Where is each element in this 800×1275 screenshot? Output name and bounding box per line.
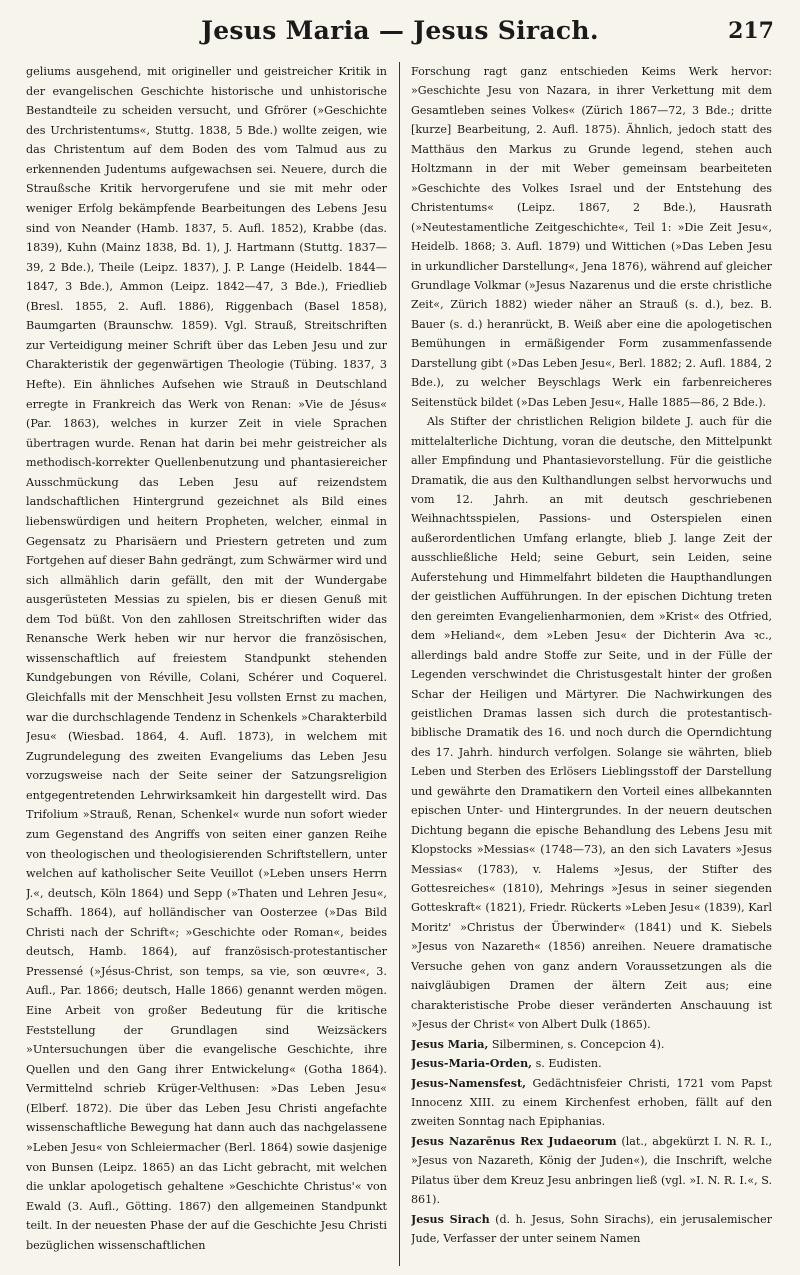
entry-text: (lat., abgekürzt I. N. R. I., »Jesus von Nazareth, König der Juden«), die Inschrift, welche Pilatus über dem Kreuz Jesu anbringen ließ (vgl. »I. N. R. I.«, S. 861). — [411, 1134, 772, 1207]
entry-jesus-namensfest — [411, 1074, 772, 1132]
right-paragraph-1: Forschung ragt ganz entschieden Keims Werk hervor: »Geschichte Jesu von Nazara, in ihrer Verkettung mit dem Gesamtleben seines Volkes« (Zürich 1867—72, 3 Bde.; dritte [kurze] Bearbeitung, 2. Aufl. 1875). Ähnlich, jedoch statt des Matthäus den Markus zu Grunde legend, stehen auch Holtzmann in der mit Weber gemeinsam bearbeiteten »Geschichte des Volkes Israel und der Entstehung des Christentums« (Leipz. 1867, 2 Bde.), Hausrath (»Neutestamentliche Zeitgeschichte«, Teil 1: »Die Zeit Jesu«, Heidelb. 1868; 3. Aufl. 1879) und Wittichen (»Das Leben Jesu in urkundlicher Darstellung«, Jena 1876), während auf gleicher Grundlage Volkmar (»Jesus Nazarenus und die erste christliche Zeit«, Zürich 1882) wieder näher an Strauß (s. d.), bez. B. Bauer (s. d.) heranrückt, B. Weiß aber eine die apologetischen Bemühungen in ermäßigender Form zusammenfassende Darstellung gibt (»Das Leben Jesu«, Berl. 1882; 2. Aufl. 1884, 2 Bde.), zu welcher Beyschlags Werk ein farbenreicheres Seitenstück bildet (»Das Leben Jesu«, Halle 1885—86, 2 Bde.). — [411, 65, 772, 409]
headword: Jesus Sirach — [411, 1212, 490, 1226]
right-column — [411, 62, 772, 1266]
column-rule — [399, 62, 400, 1266]
headword: Jesus-Namensfest, — [411, 1076, 526, 1090]
page-header — [26, 14, 774, 50]
entry-jesus-maria-orden — [411, 1054, 772, 1073]
entry-text: s. Eudisten. — [532, 1057, 602, 1071]
headword: Jesus Nazarēnus Rex Judaeorum — [411, 1134, 617, 1148]
left-column — [26, 62, 387, 1266]
headword: Jesus Maria, — [411, 1037, 489, 1051]
right-paragraph-2: Als Stifter der christlichen Religion bildete J. auch für die mittelalterliche Dichtung, voran die deutsche, den Mittelpunkt aller Empfindung und Phantasievorstellung. Für die geistliche Dramatik, die aus den Kulthandlungen selbst hervorwuchs und vom 12. Jahrh. an mit deutsch geschriebenen Weihnachtsspielen, Passions- und Osterspielen einen außerordentlichen Umfang erlangte, blieb J. lange Zeit der ausschließliche Held; seine Geburt, sein Leiden, seine Auferstehung und Himmelfahrt bildeten die Haupthandlungen der geistlichen Aufführungen. In der epischen Dichtung treten den gereimten Evangelienharmonien, dem »Krist« des Otfried, dem »Heliand«, dem »Leben Jesu« der Dichterin Ava ꝛc., allerdings bald andre Stoffe zur Seite, und in der Fülle der Legenden verschwindet die Christusgestalt hinter der großen Schar der Heiligen und Märtyrer. Die Nachwirkungen des geistlichen Dramas lassen sich durch die protestantisch-biblische Dramatik des 16. und noch durch die Operndichtung des 17. Jahrh. hindurch verfolgen. Solange sie währten, blieb Leben und Sterben des Erlösers Lieblingsstoff der Darstellung und gewährte den Dramatikern den Vorteil eines allbekannten epischen Unter- und Hintergrundes. In der neuern deutschen Dichtung begann die epische Behandlung des Lebens Jesu mit Klopstocks »Messias« (1748—73), an den sich Lavaters »Jesus Messias« (1783), v. Halems »Jesus, der Stifter des Gottesreiches« (1810), Mehrings »Jesus in seiner siegenden Gotteskraft« (1821), Friedr. Rückerts »Leben Jesu« (1839), Karl Moritz' »Christus der Überwinder« (1841) und K. Siebels »Jesus von Nazareth« (1856) anreihen. Neuere dramatische Versuche gehen von ganz andern Voraussetzungen als die naivgläubigen Dramen der ältern Zeit aus; eine charakteristische Probe dieser veränderten Anschauung ist »Jesus der Christ« von Albert Dulk (1865). — [411, 415, 772, 1032]
entry-text: (d. h. Jesus, Sohn Sirachs), ein jerusalemischer Jude, Verfasser der unter seinem Namen — [411, 1212, 772, 1246]
entry-text: Silberminen, s. Concepcion 4). — [488, 1037, 665, 1051]
entry-jesus-nazarenus — [411, 1132, 772, 1210]
entry-jesus-maria — [411, 1035, 772, 1054]
running-head: Jesus Maria — Jesus Sirach. — [201, 16, 599, 45]
headword: Jesus-Maria-Orden, — [411, 1057, 533, 1071]
text-columns — [26, 62, 772, 1266]
left-paragraph-1: geliums ausgehend, mit origineller und geistreicher Kritik in der evangelischen Geschichte historische und unhistorische Bestandteile zu scheiden versucht, und Gfrörer (»Geschichte des Urchristentums«, Stuttg. 1838, 5 Bde.) wollte zeigen, wie das Christentum auf dem Boden des vom Talmud aus zu erkennenden Judentums aufgewachsen sei. Neuere, durch die Straußsche Kritik hervorgerufene und sie mit mehr oder weniger Erfolg bekämpfende Bearbeitungen des Lebens Jesu sind von Neander (Hamb. 1837, 5. Aufl. 1852), Krabbe (das. 1839), Kuhn (Mainz 1838, Bd. 1), J. Hartmann (Stuttg. 1837—39, 2 Bde.), Theile (Leipz. 1837), J. P. Lange (Heidelb. 1844—1847, 3 Bde.), Ammon (Leipz. 1842—47, 3 Bde.), Friedlieb (Bresl. 1855, 2. Aufl. 1886), Riggenbach (Basel 1858), Baumgarten (Braunschw. 1859). Vgl. Strauß, Streitschriften zur Verteidigung meiner Schrift über das Leben Jesu und zur Charakteristik der gegenwärtigen Theologie (Tübing. 1837, 3 Hefte). Ein ähnliches Aufsehen wie Strauß in Deutschland erregte in Frankreich das Werk von Renan: »Vie de Jésus« (Par. 1863), welches in kurzer Zeit in viele Sprachen übertragen wurde. Renan hat darin bei mehr geistreicher als methodisch-korrekter Quellenbenutzung und phantasiereicher Ausschmückung das Leben Jesu auf reizendstem landschaftlichen Hintergrund gezeichnet als Bild eines liebenswürdigen und heitern Propheten, welcher, einmal in Gegensatz zu Pharisäern und Priestern getreten und zum Fortgehen auf dieser Bahn gedrängt, zum Schwärmer wird und sich allmählich darin gefällt, den mit der Wundergabe ausgerüsteten Messias zu spielen, bis er diesen Genuß mit dem Tod büßt. Von den zahllosen Streitschriften wider das Renansche Werk heben wir nur hervor die französischen, wissenschaftlich auf freiestem Standpunkt stehenden Kundgebungen von Réville, Colani, Schérer und Coquerel. Gleichfalls mit der Menschheit Jesu vollsten Ernst zu machen, war die durchschlagende Tendenz in Schenkels »Charakterbild Jesu« (Wiesbad. 1864, 4. Aufl. 1873), in welchem mit Zugrundelegung des zweiten Evangeliums das Leben Jesu vorzugsweise nach der Seite seiner der Satzungsreligion entgegentretenden Lehrwirksamkeit hin dargestellt wird. Das Trifolium »Strauß, Renan, Schenkel« wurde nun sofort wieder zum Gegenstand des Angriffs von seiten einer ganzen Reihe von theologischen und theologisierenden Schriftstellern, unter welchen auf katholischer Seite Veuillot (»Leben unsers Herrn J.«, deutsch, Köln 1864) und Sepp (»Thaten und Lehren Jesu«, Schaffh. 1864), auf holländischer van Oosterzee (»Das Bild Christi nach der Schrift«; »Geschichte oder Roman«, beides deutsch, Hamb. 1864), auf französisch-protestantischer Pressensé (»Jésus-Christ, son temps, sa vie, son œuvre«, 3. Aufl., Par. 1866; deutsch, Halle 1866) genannt werden mögen. Eine Arbeit von großer Bedeutung für die kritische Feststellung der Grundlagen sind Weizsäckers »Untersuchungen über die evangelische Geschichte, ihre Quellen und den Gang ihrer Entwickelung« (Gotha 1864). Vermittelnd schrieb Krüger-Velthusen: »Das Leben Jesu« (Elberf. 1872). Die über das Leben Jesu Christi angefachte wissenschaftliche Bewegung hat dann auch das nachgelassene »Leben Jesu« von Schleiermacher (Berl. 1864) sowie dasjenige von Bunsen (Leipz. 1865) an das Licht gebracht, mit welchen die unklar apologetisch gehaltene »Geschichte Christus'« von Ewald (3. Aufl., Götting. 1867) den allgemeinen Standpunkt teilt. In der neuesten Phase der auf die Geschichte Jesu Christi bezüglichen wissenschaftlichen — [26, 65, 387, 1252]
entry-jesus-sirach — [411, 1210, 772, 1249]
entry-text: Gedächtnisfeier Christi, 1721 vom Papst Innocenz XIII. zu einem Kirchenfest erhoben, fällt auf den zweiten Sonntag nach Epiphanias. — [411, 1076, 772, 1129]
page-number: 217 — [728, 18, 774, 44]
